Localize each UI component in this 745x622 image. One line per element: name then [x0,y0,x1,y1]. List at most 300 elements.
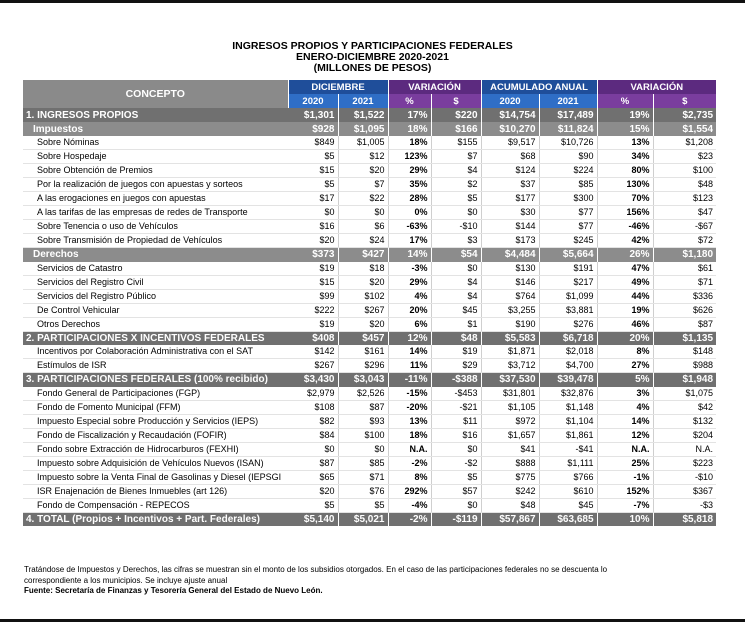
row-label: ISR Enajenación de Bienes Inmuebles (art 126) [23,484,288,498]
row-value: $7 [431,150,481,164]
row-value: $220 [431,108,481,122]
row-value: $242 [481,484,539,498]
row-value: -$388 [431,373,481,387]
row-value: -1% [597,470,653,484]
row-value: $3,043 [338,373,388,387]
row-value: -7% [597,498,653,512]
row-value: 49% [597,275,653,289]
table-row [23,234,716,248]
row-value: $29 [431,359,481,373]
row-value: $5,140 [288,512,338,526]
row-label: Fondo de Compensación - REPECOS [23,498,288,512]
row-label: Estímulos de ISR [23,359,288,373]
row-value: $18 [338,262,388,276]
row-value: 5% [597,373,653,387]
header-concepto: CONCEPTO [23,80,288,108]
row-value: $93 [338,414,388,428]
table-row [23,178,716,192]
row-value: $6 [338,220,388,234]
row-value: $155 [431,136,481,150]
row-value: $100 [653,164,716,178]
row-value: 34% [597,150,653,164]
row-value: 29% [388,164,431,178]
row-value: $0 [288,442,338,456]
row-value: $47 [653,206,716,220]
table-row [23,136,716,150]
row-value: $11 [431,414,481,428]
row-value: $1,180 [653,248,716,262]
row-value: $20 [338,275,388,289]
row-value: 8% [388,470,431,484]
row-label: 1. INGRESOS PROPIOS [23,108,288,122]
row-value: $16 [288,220,338,234]
row-value: $336 [653,289,716,303]
row-value: $849 [288,136,338,150]
table-row [23,484,716,498]
row-value: $9,517 [481,136,539,150]
row-value: $5,818 [653,512,716,526]
row-value: -2% [388,512,431,526]
row-value: -4% [388,498,431,512]
row-label: Fondo sobre Extracción de Hidrocarburos (FEXHI) [23,442,288,456]
row-value: 156% [597,206,653,220]
row-value: $71 [653,275,716,289]
row-value: $20 [288,234,338,248]
table-row [23,498,716,512]
row-value: $142 [288,345,338,359]
row-value: 42% [597,234,653,248]
row-value: -63% [388,220,431,234]
row-value: $626 [653,303,716,317]
row-value: $5,021 [338,512,388,526]
table-body [23,108,716,526]
title-line-2: ENERO-DICIEMBRE 2020-2021 [296,51,449,63]
row-label: Impuesto Especial sobre Producción y Servicios (IEPS) [23,414,288,428]
table-row [23,359,716,373]
row-value: 25% [597,456,653,470]
row-value: $85 [539,178,597,192]
row-value: $457 [338,331,388,345]
row-value: 17% [388,108,431,122]
row-value: 4% [597,400,653,414]
row-value: $5 [338,498,388,512]
row-value: $30 [481,206,539,220]
row-value: $11,824 [539,122,597,136]
row-value: $85 [338,456,388,470]
row-value: $5,664 [539,248,597,262]
row-value: $45 [431,303,481,317]
table-row [23,192,716,206]
row-value: 70% [597,192,653,206]
row-value: 15% [597,122,653,136]
row-value: $108 [288,400,338,414]
row-value: 152% [597,484,653,498]
revenue-table [23,80,716,526]
row-value: $177 [481,192,539,206]
row-value: $1,105 [481,400,539,414]
row-value: $5 [431,192,481,206]
row-value: $17 [288,192,338,206]
row-label: Sobre Transmisión de Propiedad de Vehículos [23,234,288,248]
table-row [23,456,716,470]
row-value: N.A. [653,442,716,456]
row-value: $61 [653,262,716,276]
row-value: -$67 [653,220,716,234]
row-value: $4 [431,164,481,178]
row-value: 35% [388,178,431,192]
row-value: 44% [597,289,653,303]
row-value: $5,583 [481,331,539,345]
source-note: Fuente: Secretaría de Finanzas y Tesorería General del Estado de Nuevo León. [24,586,323,595]
row-value: 0% [388,206,431,220]
row-value: 123% [388,150,431,164]
row-value: $31,801 [481,387,539,401]
row-value: $928 [288,122,338,136]
row-value: $5 [288,178,338,192]
row-value: 17% [388,234,431,248]
row-value: $1,301 [288,108,338,122]
row-label: Impuestos [23,122,288,136]
row-value: $76 [338,484,388,498]
row-value: 4% [388,289,431,303]
row-value: 14% [597,414,653,428]
row-label: Servicios del Registro Público [23,289,288,303]
row-value: $1,948 [653,373,716,387]
row-value: 18% [388,428,431,442]
row-value: -11% [388,373,431,387]
row-value: 13% [597,136,653,150]
row-value: $888 [481,456,539,470]
subsection-row [23,248,716,262]
header-variacion-mensual: VARIACIÓN [388,80,481,94]
row-label: 2. PARTICIPACIONES X INCENTIVOS FEDERALES [23,331,288,345]
row-value: -$453 [431,387,481,401]
row-value: N.A. [597,442,653,456]
row-value: $20 [288,484,338,498]
table-row [23,150,716,164]
row-value: $373 [288,248,338,262]
row-value: $22 [338,192,388,206]
row-value: 27% [597,359,653,373]
row-value: -3% [388,262,431,276]
subsection-row [23,122,716,136]
row-value: 20% [388,303,431,317]
row-value: $1,554 [653,122,716,136]
row-value: $1,148 [539,400,597,414]
row-value: 292% [388,484,431,498]
table-row [23,345,716,359]
table-row [23,275,716,289]
section-row [23,373,716,387]
row-value: $19 [288,317,338,331]
row-value: $6,718 [539,331,597,345]
row-value: $276 [539,317,597,331]
row-value: $764 [481,289,539,303]
row-value: $3,881 [539,303,597,317]
row-value: $1,208 [653,136,716,150]
row-value: N.A. [388,442,431,456]
row-value: 28% [388,192,431,206]
row-value: $5 [288,150,338,164]
row-value: -$10 [653,470,716,484]
row-value: $1,135 [653,331,716,345]
row-value: $15 [288,164,338,178]
row-value: $7 [338,178,388,192]
row-value: $99 [288,289,338,303]
row-value: $39,478 [539,373,597,387]
header-dic-2020: 2020 [288,94,338,108]
row-value: $0 [288,206,338,220]
row-value: $267 [288,359,338,373]
header-acum-2020: 2020 [481,94,539,108]
row-value: 13% [388,414,431,428]
row-value: 6% [388,317,431,331]
row-value: 11% [388,359,431,373]
row-value: $20 [338,317,388,331]
table-row [23,206,716,220]
header-variacion-anual: VARIACIÓN [597,80,716,94]
row-value: 19% [597,108,653,122]
row-value: $57 [431,484,481,498]
row-value: $54 [431,248,481,262]
row-value: $48 [653,178,716,192]
title-line-3: (MILLONES DE PESOS) [313,62,432,74]
row-value: -$3 [653,498,716,512]
row-value: $77 [539,220,597,234]
row-label: Sobre Nóminas [23,136,288,150]
row-label: Fondo de Fomento Municipal (FFM) [23,400,288,414]
row-value: $45 [539,498,597,512]
row-value: -2% [388,456,431,470]
row-value: $19 [288,262,338,276]
row-value: $10,726 [539,136,597,150]
row-value: $267 [338,303,388,317]
row-label: A las tarifas de las empresas de redes de Transporte [23,206,288,220]
table-row [23,442,716,456]
row-label: Fondo General de Participaciones (FGP) [23,387,288,401]
row-label: Incentivos por Colaboración Administrativa con el SAT [23,345,288,359]
row-value: $2,018 [539,345,597,359]
row-value: $988 [653,359,716,373]
row-value: $3 [431,234,481,248]
row-value: $204 [653,428,716,442]
row-value: 19% [597,303,653,317]
row-value: $48 [431,331,481,345]
row-value: $57,867 [481,512,539,526]
row-value: $124 [481,164,539,178]
row-label: Sobre Hospedaje [23,150,288,164]
row-value: $1 [431,317,481,331]
row-value: $1,111 [539,456,597,470]
row-value: 12% [388,331,431,345]
row-value: $12 [338,150,388,164]
row-value: $775 [481,470,539,484]
row-value: $14,754 [481,108,539,122]
row-value: $766 [539,470,597,484]
row-value: $19 [431,345,481,359]
row-value: $1,104 [539,414,597,428]
row-value: $245 [539,234,597,248]
row-value: $90 [539,150,597,164]
row-value: $0 [431,206,481,220]
row-value: $222 [288,303,338,317]
row-value: -$2 [431,456,481,470]
row-label: Servicios de Catastro [23,262,288,276]
row-value: $4 [431,275,481,289]
row-value: $84 [288,428,338,442]
row-value: $1,005 [338,136,388,150]
row-value: 14% [388,345,431,359]
row-value: $4,700 [539,359,597,373]
row-value: $82 [288,414,338,428]
row-value: $2 [431,178,481,192]
row-label: A las erogaciones en juegos con apuestas [23,192,288,206]
row-value: $0 [431,442,481,456]
row-value: $123 [653,192,716,206]
table-row [23,317,716,331]
row-value: $65 [288,470,338,484]
row-value: 80% [597,164,653,178]
table-row [23,470,716,484]
row-value: $190 [481,317,539,331]
row-value: 18% [388,136,431,150]
note-line-1: Tratándose de Impuestos y Derechos, las cifras se muestran sin el monto de los subsidios otorgados. En el caso de las participaciones federales no se descuenta lo [24,565,608,574]
row-value: $1,099 [539,289,597,303]
row-value: $224 [539,164,597,178]
row-value: $1,075 [653,387,716,401]
row-value: $367 [653,484,716,498]
row-value: $1,861 [539,428,597,442]
section-row [23,108,716,122]
header-dic-2021: 2021 [338,94,388,108]
row-value: 29% [388,275,431,289]
row-value: $0 [431,498,481,512]
row-value: $0 [338,442,388,456]
row-label: Impuesto sobre Adquisición de Vehículos Nuevos (ISAN) [23,456,288,470]
row-value: $173 [481,234,539,248]
header-diciembre: DICIEMBRE [288,80,388,94]
row-value: $20 [338,164,388,178]
row-label: Impuesto sobre la Venta Final de Gasolinas y Diesel (IEPSGI [23,470,288,484]
header-var-amount: $ [431,94,481,108]
row-value: $42 [653,400,716,414]
footnotes [24,565,714,597]
row-value: $148 [653,345,716,359]
row-value: $63,685 [539,512,597,526]
row-value: $41 [481,442,539,456]
row-value: -20% [388,400,431,414]
table-row [23,414,716,428]
row-value: $4 [431,289,481,303]
row-value: 10% [597,512,653,526]
row-value: 8% [597,345,653,359]
row-value: -46% [597,220,653,234]
row-value: 14% [388,248,431,262]
note-line-2: correspondiente a los municipios. Se incluye ajuste anual [24,575,228,585]
row-value: $300 [539,192,597,206]
row-value: $102 [338,289,388,303]
row-value: -$119 [431,512,481,526]
header-var2-amount: $ [653,94,716,108]
row-value: $166 [431,122,481,136]
header-var2-pct: % [597,94,653,108]
row-value: $10,270 [481,122,539,136]
row-label: Sobre Tenencia o uso de Vehículos [23,220,288,234]
row-value: $0 [431,262,481,276]
row-value: 130% [597,178,653,192]
row-value: $71 [338,470,388,484]
table-row [23,428,716,442]
row-value: -$41 [539,442,597,456]
row-value: $5 [288,498,338,512]
row-value: $223 [653,456,716,470]
row-label: Sobre Obtención de Premios [23,164,288,178]
row-value: $100 [338,428,388,442]
header-var-pct: % [388,94,431,108]
row-value: $2,735 [653,108,716,122]
row-value: $1,871 [481,345,539,359]
table-row [23,400,716,414]
row-value: 47% [597,262,653,276]
row-value: $146 [481,275,539,289]
row-label: Derechos [23,248,288,262]
row-value: $3,430 [288,373,338,387]
section-row [23,512,716,526]
row-value: $191 [539,262,597,276]
row-value: 20% [597,331,653,345]
row-value: -$10 [431,220,481,234]
row-value: $161 [338,345,388,359]
row-value: $408 [288,331,338,345]
row-value: 46% [597,317,653,331]
row-value: $37 [481,178,539,192]
row-label: Por la realización de juegos con apuestas y sorteos [23,178,288,192]
table-row [23,220,716,234]
row-value: $87 [653,317,716,331]
row-value: $1,095 [338,122,388,136]
header-acumulado-anual: ACUMULADO ANUAL [481,80,597,94]
row-value: $37,530 [481,373,539,387]
row-value: $132 [653,414,716,428]
row-value: $24 [338,234,388,248]
row-value: $16 [431,428,481,442]
row-value: $1,522 [338,108,388,122]
row-value: $17,489 [539,108,597,122]
title-line-1: INGRESOS PROPIOS Y PARTICIPACIONES FEDERALES [232,40,513,52]
row-value: $2,526 [338,387,388,401]
row-value: $144 [481,220,539,234]
row-value: 26% [597,248,653,262]
row-value: $5 [431,470,481,484]
table-row [23,387,716,401]
row-value: $3,255 [481,303,539,317]
row-value: 3% [597,387,653,401]
row-value: $296 [338,359,388,373]
row-value: $1,657 [481,428,539,442]
row-value: $427 [338,248,388,262]
row-value: $972 [481,414,539,428]
row-value: $15 [288,275,338,289]
row-label: 4. TOTAL (Propios + Incentivos + Part. Federales) [23,512,288,526]
row-value: $87 [338,400,388,414]
table-row [23,164,716,178]
row-value: $87 [288,456,338,470]
report-title [0,41,745,74]
row-value: $77 [539,206,597,220]
row-value: $2,979 [288,387,338,401]
row-value: $0 [338,206,388,220]
row-label: 3. PARTICIPACIONES FEDERALES (100% recibido) [23,373,288,387]
